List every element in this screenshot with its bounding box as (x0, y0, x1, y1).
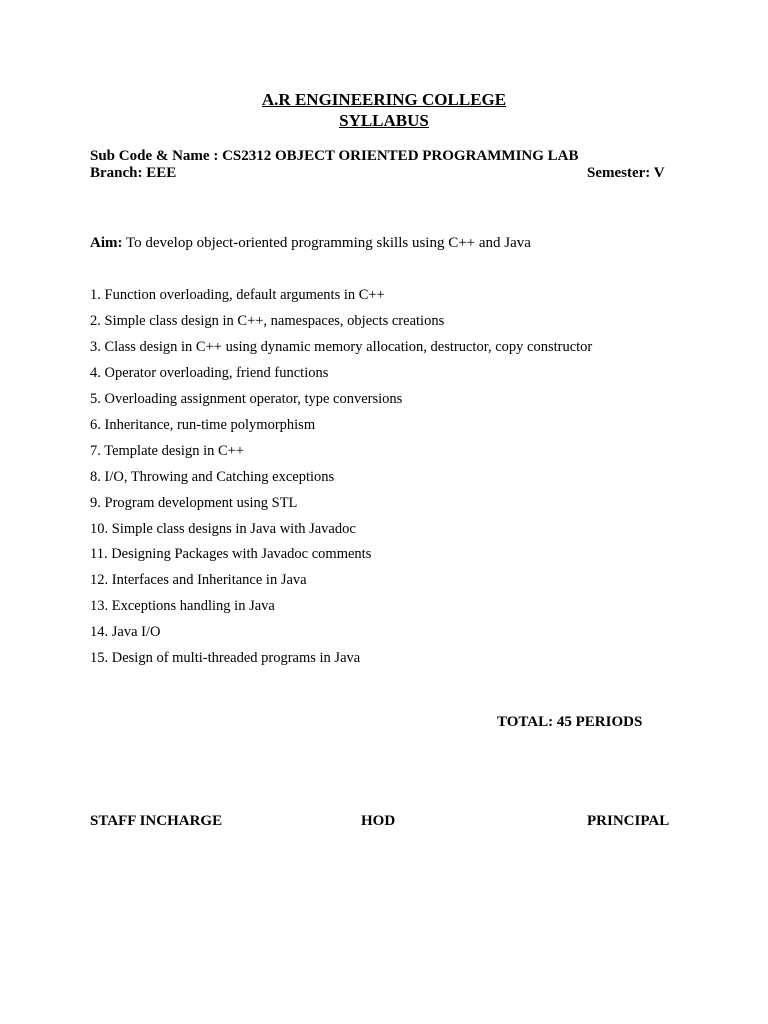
list-item: 11. Designing Packages with Javadoc comments (90, 546, 372, 562)
list-item: 15. Design of multi-threaded programs in Java (90, 650, 361, 666)
list-item: 5. Overloading assignment operator, type conversions (90, 391, 403, 407)
college-title: A.R ENGINEERING COLLEGE (261, 90, 507, 109)
document-title: SYLLABUS (339, 111, 429, 130)
aim-label: Aim: (90, 235, 123, 251)
signature-staff-incharge: STAFF INCHARGE (90, 813, 223, 829)
list-item: 10. Simple class designs in Java with Javadoc (90, 521, 356, 537)
list-item: 14. Java I/O (90, 624, 161, 640)
list-item: 13. Exceptions handling in Java (90, 598, 275, 614)
signature-hod: HOD (361, 813, 396, 829)
subject-code-name: Sub Code & Name : CS2312 OBJECT ORIENTED PROGRAMMING LAB (90, 148, 579, 164)
aim-text: To develop object-oriented programming skills using C++ and Java (122, 235, 531, 251)
list-item: 6. Inheritance, run-time polymorphism (90, 417, 316, 433)
list-item: 7. Template design in C++ (90, 443, 245, 459)
list-item: 2. Simple class design in C++, namespaces, objects creations (90, 313, 445, 329)
signature-principal: PRINCIPAL (587, 813, 670, 829)
aim-line (90, 235, 531, 252)
list-item: 1. Function overloading, default arguments in C++ (90, 287, 385, 303)
list-item: 4. Operator overloading, friend functions (90, 365, 329, 381)
semester: Semester: V (587, 165, 665, 181)
branch: Branch: EEE (90, 165, 177, 181)
list-item: 9. Program development using STL (90, 495, 298, 511)
list-item: 12. Interfaces and Inheritance in Java (90, 572, 307, 588)
list-item: 8. I/O, Throwing and Catching exceptions (90, 469, 335, 485)
total-periods: TOTAL: 45 PERIODS (497, 714, 643, 730)
list-item: 3. Class design in C++ using dynamic memory allocation, destructor, copy constructor (90, 339, 593, 355)
